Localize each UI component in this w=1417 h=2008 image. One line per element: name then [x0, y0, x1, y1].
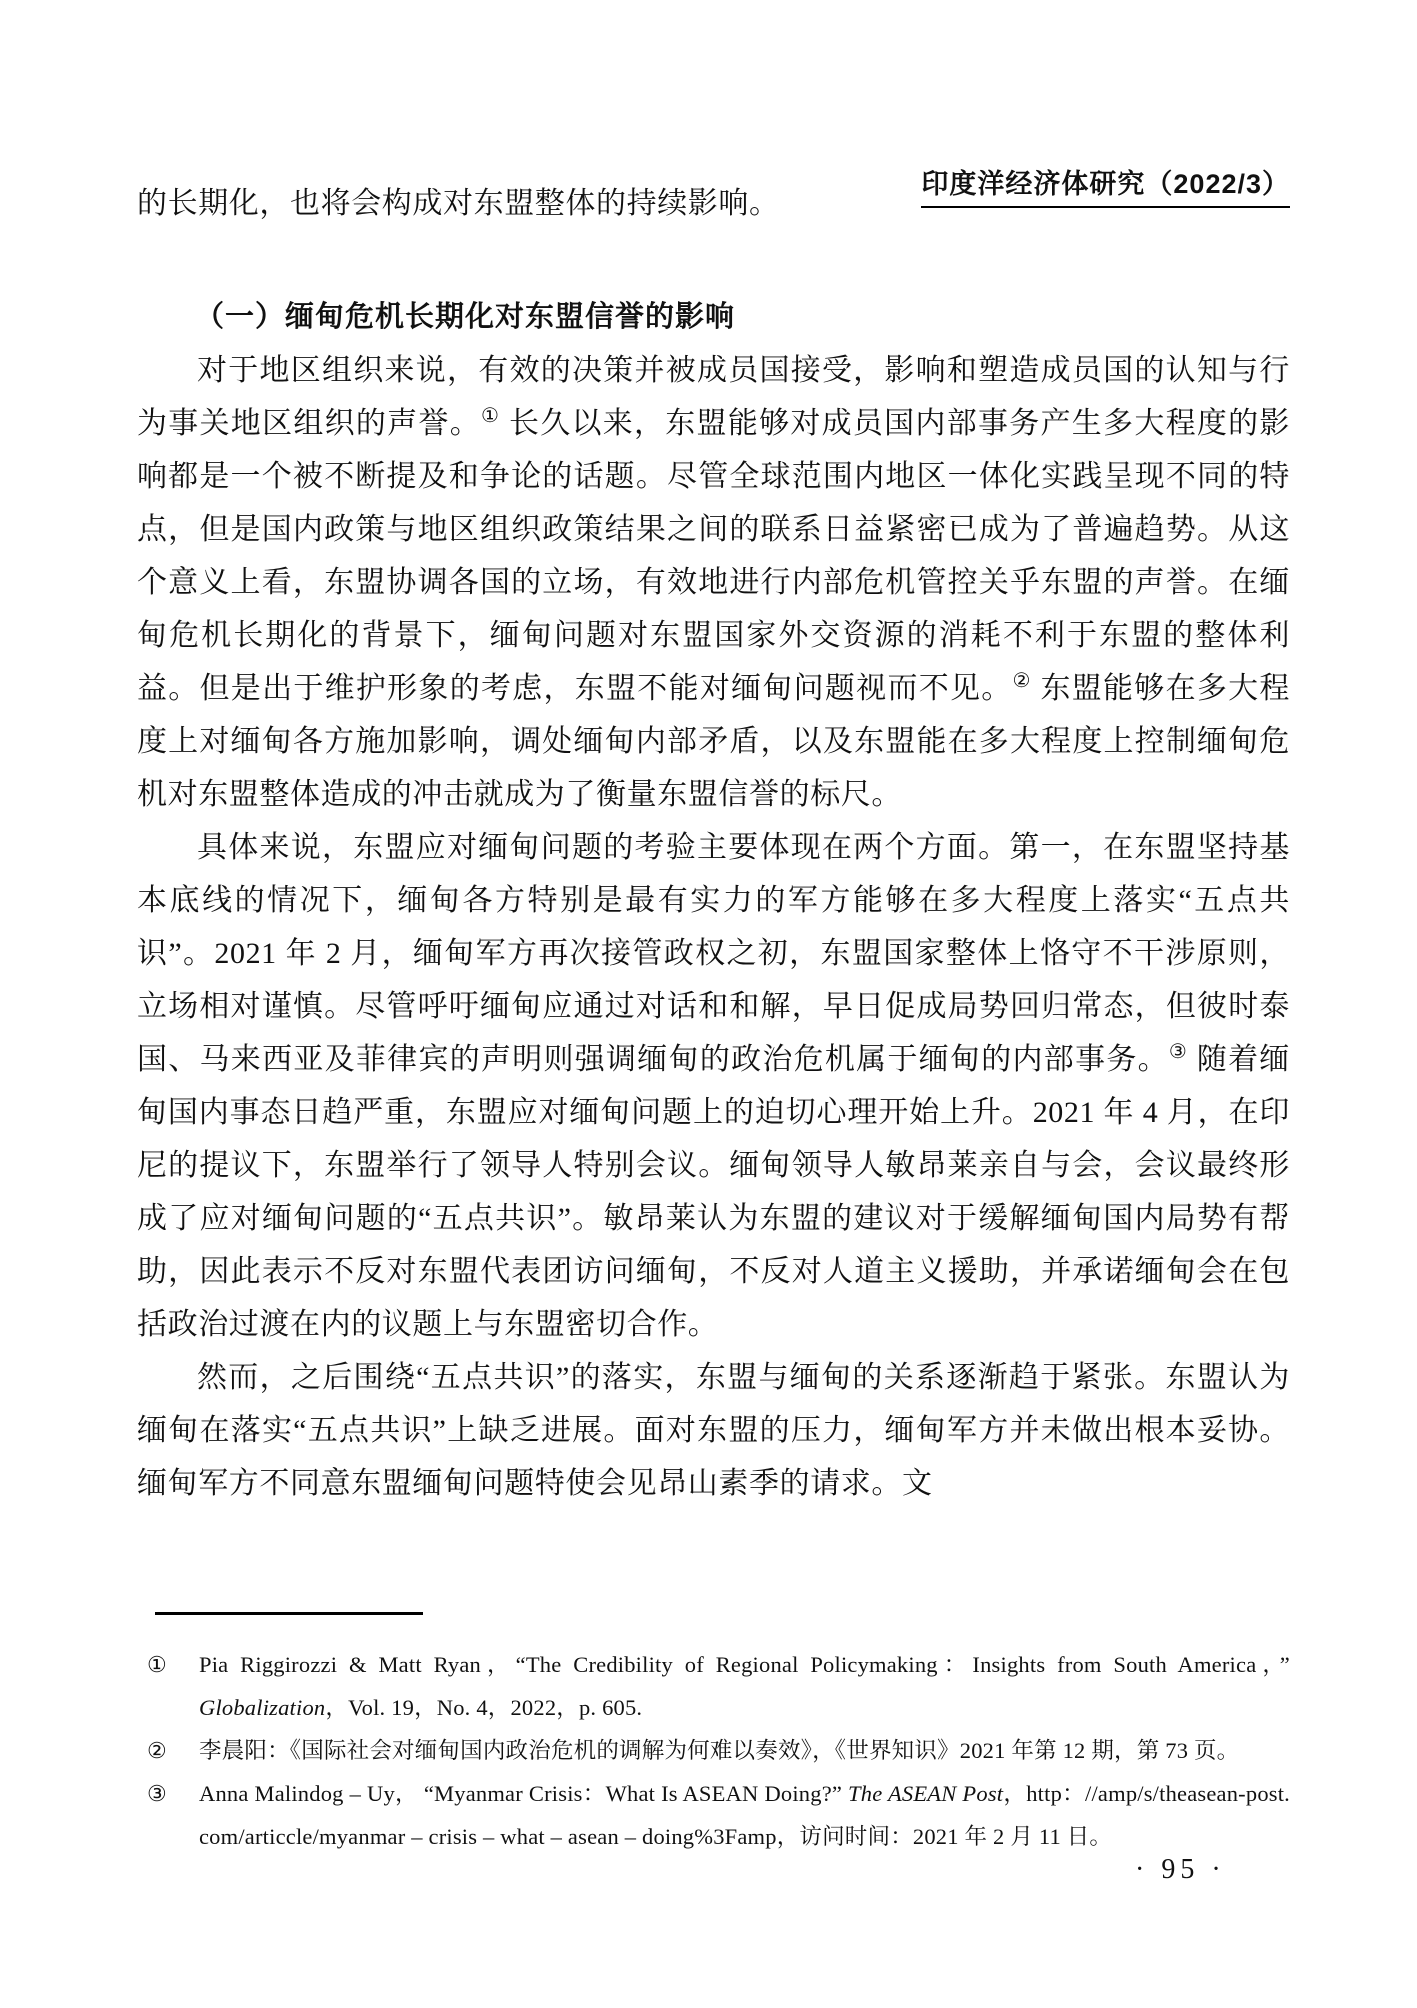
- journal-title: 印度洋经济体研究（2022/3）: [921, 162, 1290, 208]
- section-heading: （一）缅甸危机长期化对东盟信誉的影响: [195, 301, 736, 333]
- footnote-ref: ②: [1012, 670, 1032, 692]
- footnote-separator: [155, 1612, 423, 1615]
- text-run: 李晨阳：《国际社会对缅甸国内政治危机的调解为何难以奏效》，《世界知识》2021 年第 12 期，第 73 页。: [199, 1738, 1240, 1763]
- text-run: ，Vol. 19，No. 4，2022，p. 605.: [325, 1695, 643, 1720]
- footnote-list: [137, 1643, 1290, 1858]
- footnote-text: [199, 1772, 1290, 1858]
- italic-text: Globalization: [199, 1695, 326, 1720]
- footnote-text: [199, 1729, 1290, 1772]
- paragraph: [137, 1351, 1290, 1510]
- footnote-marker: ③: [147, 1781, 167, 1806]
- text-run: 长久以来，东盟能够对成员国内部事务产生多大程度的影响都是一个被不断提及和争论的话题。尽管全球范围内地区一体化实践呈现不同的特点，但是国内政策与地区组织政策结果之间的联系日益紧密已成为了普遍趋势。从这个意义上看，东盟协调各国的立场，有效地进行内部危机管控关乎东盟的声誉。在缅甸危机长期化的背景下，缅甸问题对东盟国家外交资源的消耗不利于东盟的整体利益。但是出于维护形象的考虑，东盟不能对缅甸问题视而不见。: [137, 407, 1290, 705]
- page-number: · 95 ·: [1135, 1854, 1226, 1885]
- footnote-item: [137, 1643, 1290, 1729]
- text-run: 具体来说，东盟应对缅甸问题的考验主要体现在两个方面。第一，在东盟坚持基本底线的情况下，缅甸各方特别是最有实力的军方能够在多大程度上落实“五点共识”。2021 年 2 月，缅甸军方再次接管政权之初，东盟国家整体上恪守不干涉原则，立场相对谨慎。尽管呼吁缅甸应通过对话和和解，早日促成局势回归常态，但彼时泰国、马来西亚及菲律宾的声明则强调缅甸的政治危机属于缅甸的内部事务。: [137, 831, 1290, 1076]
- text-run: Anna Malindog – Uy， “Myanmar Crisis：What Is ASEAN Doing?”: [199, 1781, 849, 1806]
- italic-text: The ASEAN Post: [848, 1781, 1004, 1806]
- footnote-text: [199, 1643, 1290, 1729]
- paragraph: [137, 344, 1290, 821]
- text-run: 随着缅甸国内事态日趋严重，东盟应对缅甸问题上的迫切心理开始上升。2021 年 4 月，在印尼的提议下，东盟举行了领导人特别会议。缅甸领导人敏昂莱亲自与会，会议最终形成了应对缅甸问题的“五点共识”。敏昂莱认为东盟的建议对于缓解缅甸国内局势有帮助，因此表示不反对东盟代表团访问缅甸，不反对人道主义援助，并承诺缅甸会在包括政治过渡在内的议题上与东盟密切合作。: [137, 1043, 1290, 1341]
- footnote-item: [137, 1729, 1290, 1772]
- article-body: [137, 177, 1290, 1510]
- footnote-ref: ①: [480, 405, 501, 427]
- footnote-ref: ③: [1168, 1041, 1189, 1063]
- footnote-item: [137, 1772, 1290, 1858]
- text-run: Pia Riggirozzi & Matt Ryan，“The Credibility of Regional Policymaking：Insights from South America，”: [199, 1652, 1290, 1677]
- text-run: 东盟能够在多大程度上对缅甸各方施加影响，调处缅甸内部矛盾，以及东盟能在多大程度上控制缅甸危机对东盟整体造成的冲击就成为了衡量东盟信誉的标尺。: [137, 672, 1290, 811]
- body-paragraphs: [137, 344, 1290, 1510]
- paragraph: [137, 821, 1290, 1351]
- paragraph-continuation: 的长期化，也将会构成对东盟整体的持续影响。: [137, 187, 780, 220]
- text-run: 然而，之后围绕“五点共识”的落实，东盟与缅甸的关系逐渐趋于紧张。东盟认为缅甸在落实“五点共识”上缺乏进展。面对东盟的压力，缅甸军方并未做出根本妥协。缅甸军方不同意东盟缅甸问题特使会见昂山素季的请求。文: [137, 1361, 1290, 1500]
- text-run: 对于地区组织来说，有效的决策并被成员国接受，影响和塑造成员国的认知与行为事关地区组织的声誉。: [137, 354, 1290, 440]
- footnote-marker: ②: [147, 1738, 167, 1763]
- footnotes-section: [137, 1612, 1290, 1858]
- footnote-marker: ①: [147, 1652, 167, 1677]
- text-run: ，http：//amp/s/theasean-post. com/articcle/myanmar – crisis – what – asean – doing%3Famp，访问时间：2021 年 2 月 11 日。: [199, 1781, 1290, 1849]
